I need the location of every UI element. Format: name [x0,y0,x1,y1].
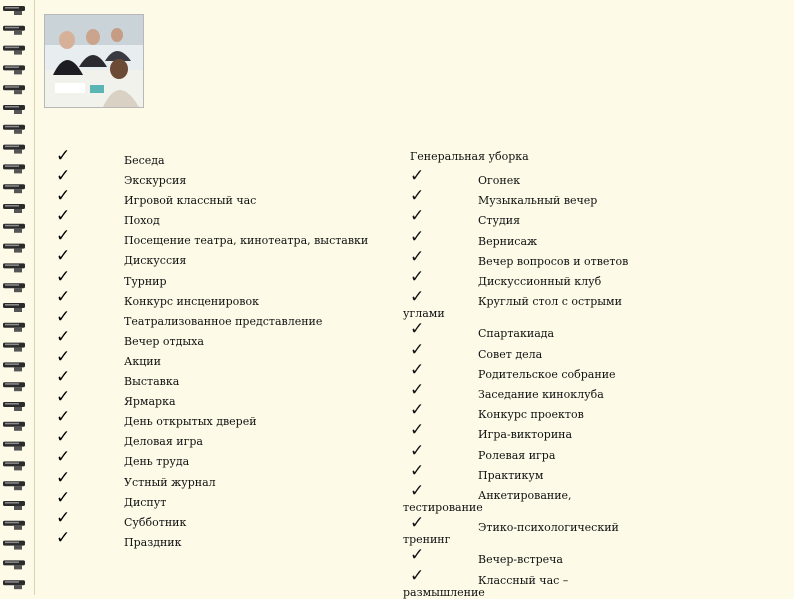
check-icon: ✓ [56,447,71,468]
spiral-ring [3,125,25,134]
spiral-ring [3,422,25,431]
list-item [400,460,794,483]
list-item-continuation: размышление [403,585,485,599]
list-item-label: Посещение театра, кинотеатра, выставки [124,234,369,248]
check-icon: ✓ [56,306,71,327]
spiral-ring [3,224,25,233]
list-item-label: Игровой классный час [124,194,257,208]
spiral-ring [3,244,25,253]
check-icon: ✓ [410,400,425,421]
spiral-binding [0,0,28,595]
list-item-continuation: тренинг [403,533,451,547]
check-icon: ✓ [410,513,425,534]
spiral-ring [3,501,25,510]
list-item [400,226,794,249]
spiral-ring [3,303,25,312]
list-item-label: Конкурс инсценировок [124,294,259,308]
check-icon: ✓ [410,545,425,566]
check-icon: ✓ [56,527,71,548]
check-icon: ✓ [410,440,425,461]
list-item-continuation: углами [403,307,445,321]
check-icon: ✓ [410,339,425,360]
list-item [400,246,794,269]
check-icon: ✓ [410,380,425,400]
spiral-ring [3,481,25,490]
check-icon: ✓ [410,319,425,340]
check-icon: ✓ [56,186,71,207]
check-icon: ✓ [56,407,71,428]
spiral-ring [3,402,25,411]
spiral-ring [3,145,25,154]
spiral-ring [3,580,25,589]
check-icon: ✓ [410,287,425,308]
list-item [400,208,794,228]
list-item-label: Экскурсия [124,174,187,188]
list-item-label: Совет дела [478,347,543,361]
list-item-label: Вечер-встреча [478,553,563,567]
list-item [400,547,794,567]
check-icon: ✓ [56,206,71,227]
spiral-ring [3,26,25,35]
list-item-label: Круглый стол с острыми [478,295,622,309]
list-item-label: Ролевая игра [478,448,556,462]
list-item [400,289,794,309]
spiral-ring [3,560,25,569]
list-item [400,440,794,463]
margin-line [34,0,35,595]
spiral-ring [3,263,25,272]
check-icon: ✓ [410,359,425,380]
list-item-label: Игра-викторина [478,428,573,442]
right-heading: Генеральная уборка [410,150,529,163]
spiral-ring [3,65,25,74]
spiral-ring [3,283,25,292]
check-icon: ✓ [56,367,71,388]
list-item-label: Устный журнал [124,475,216,489]
list-item [400,422,794,442]
check-icon: ✓ [56,326,71,347]
spiral-ring [3,184,25,193]
check-icon: ✓ [56,487,71,508]
spiral-ring [3,343,25,352]
spiral-ring [3,46,25,55]
spiral-ring [3,204,25,213]
check-icon: ✓ [56,146,71,166]
classroom-photo [44,14,144,108]
list-item-label: Дискуссия [124,254,187,268]
list-item-label: Вечер отдыха [124,334,204,348]
check-icon: ✓ [410,206,425,227]
list-item-continuation: тестирование [403,501,483,515]
check-icon: ✓ [410,226,425,247]
check-icon: ✓ [56,226,71,247]
list-item-label: Деловая игра [124,435,203,449]
list-item-label: Анкетирование, [478,489,572,502]
list-item [400,321,794,341]
check-icon: ✓ [56,266,71,287]
check-icon: ✓ [56,346,71,367]
list-item [400,339,794,362]
list-item [400,402,794,422]
list-item-label: Классный час – [478,573,569,587]
list-item-label: Огонек [478,174,521,187]
list-item-label: Дискуссионный клуб [478,275,602,288]
check-icon: ✓ [56,427,71,448]
spiral-ring [3,541,25,550]
check-icon: ✓ [410,565,425,586]
check-icon: ✓ [56,507,71,528]
list-item-label: Музыкальный вечер [478,194,598,208]
list-item [400,382,794,402]
list-item-label: Студия [478,214,521,228]
spiral-ring [3,362,25,371]
check-icon: ✓ [56,387,71,408]
list-item-label: Вечер вопросов и ответов [478,254,629,268]
list-item [400,269,794,289]
list-item-label: Турнир [124,274,167,288]
list-item-label: Практикум [478,468,544,482]
check-icon: ✓ [56,246,71,267]
spiral-ring [3,442,25,451]
list-item-label: Театрализованное представление [124,314,323,328]
list-item [400,359,794,382]
check-icon: ✓ [56,286,71,307]
spiral-ring [3,85,25,94]
spiral-ring [3,164,25,173]
list-item-label: Беседа [124,154,165,167]
spiral-ring [3,461,25,470]
list-item-label: Спартакиада [478,327,555,341]
list-item [400,565,794,588]
check-icon: ✓ [410,460,425,481]
list-item [400,515,794,535]
list-item [400,188,794,208]
list-item-label: Субботник [124,515,187,529]
spiral-ring [3,382,25,391]
list-item-label: Диспут [124,495,167,509]
spiral-ring [3,105,25,114]
check-icon: ✓ [410,481,425,501]
spiral-ring [3,323,25,332]
list-item-label: Акции [124,354,161,368]
list-item-label: Ярмарка [124,395,176,409]
list-item-label: Родительское собрание [478,367,616,381]
check-icon: ✓ [56,467,71,488]
spiral-ring [3,6,25,15]
list-item-label: Этико-психологический [478,521,619,535]
check-icon: ✓ [410,420,425,441]
list-item-label: День труда [124,455,190,469]
list-item-label: Вернисаж [478,234,538,248]
list-item-label: Заседание киноклуба [478,388,604,401]
list-item-label: День открытых дверей [124,415,257,429]
check-icon: ✓ [410,267,425,287]
list-item-label: Праздник [124,535,182,549]
check-icon: ✓ [410,166,425,186]
check-icon: ✓ [56,166,71,187]
check-icon: ✓ [410,186,425,207]
list-item [400,168,794,188]
list-item [400,483,794,503]
list-item-label: Выставка [124,375,180,389]
check-icon: ✓ [410,246,425,267]
spiral-ring [3,521,25,530]
list-item-label: Поход [124,214,160,228]
list-item-label: Конкурс проектов [478,408,584,422]
